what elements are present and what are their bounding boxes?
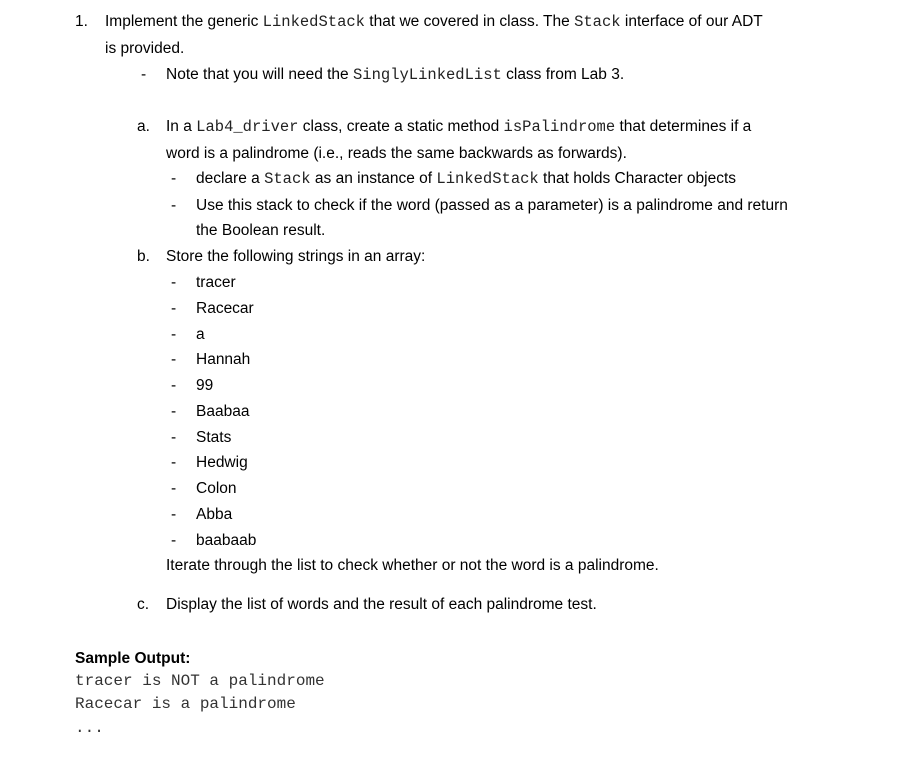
part-a-bullet-2-line-2: the Boolean result. bbox=[196, 222, 326, 239]
bullet-dash: - bbox=[171, 197, 177, 214]
bullet-dash: - bbox=[141, 66, 147, 83]
sample-output-line: tracer is NOT a palindrome bbox=[75, 672, 325, 690]
part-a-line-2: word is a palindrome (i.e., reads the same backwards as forwards). bbox=[166, 145, 627, 162]
bullet-dash: - bbox=[171, 300, 177, 317]
word-item: 99 bbox=[196, 377, 214, 394]
part-b-intro: Store the following strings in an array: bbox=[166, 248, 426, 265]
part-b-after: Iterate through the list to check whether or not the word is a palindrome. bbox=[166, 557, 659, 574]
word-item: Hannah bbox=[196, 351, 251, 368]
part-a-bullet-2-line-1: Use this stack to check if the word (passed as a parameter) is a palindrome and return bbox=[196, 197, 788, 214]
word-item: Stats bbox=[196, 429, 232, 446]
word-item: Hedwig bbox=[196, 454, 248, 471]
bullet-dash: - bbox=[171, 454, 177, 471]
bullet-dash: - bbox=[171, 506, 177, 523]
code-lab4-driver: Lab4_driver bbox=[196, 118, 299, 136]
part-c-text: Display the list of words and the result of each palindrome test. bbox=[166, 596, 597, 613]
bullet-dash: - bbox=[171, 326, 177, 343]
sample-output-line: Racecar is a palindrome bbox=[75, 695, 296, 713]
part-a-text: class, create a static method bbox=[298, 118, 504, 135]
note-line bbox=[166, 65, 624, 85]
sample-output-ellipsis: ... bbox=[75, 719, 104, 737]
bullet-dash: - bbox=[171, 480, 177, 497]
code-stack: Stack bbox=[264, 170, 311, 188]
bullet-dash: - bbox=[171, 532, 177, 549]
bullet-text: as an instance of bbox=[310, 170, 437, 187]
bullet-text: declare a bbox=[196, 170, 265, 187]
part-c-letter: c. bbox=[137, 596, 150, 613]
bullet-text: that holds Character objects bbox=[538, 170, 737, 187]
code-linkedstack: LinkedStack bbox=[262, 13, 365, 31]
word-item: a bbox=[196, 326, 205, 343]
bullet-dash: - bbox=[171, 403, 177, 420]
question-text: Implement the generic bbox=[105, 13, 263, 30]
bullet-dash: - bbox=[171, 377, 177, 394]
bullet-dash: - bbox=[171, 429, 177, 446]
part-a-bullet-1 bbox=[196, 169, 736, 189]
code-stack: Stack bbox=[574, 13, 621, 31]
word-item: Abba bbox=[196, 506, 233, 523]
note-text: Note that you will need the bbox=[166, 66, 353, 83]
code-linkedstack: LinkedStack bbox=[436, 170, 539, 188]
sample-output-heading: Sample Output: bbox=[75, 650, 191, 667]
bullet-dash: - bbox=[171, 351, 177, 368]
bullet-dash: - bbox=[171, 274, 177, 291]
part-a-line-1 bbox=[166, 117, 751, 137]
word-item: Racecar bbox=[196, 300, 254, 317]
question-line-2: is provided. bbox=[105, 40, 185, 57]
word-item: baabaab bbox=[196, 532, 257, 549]
code-ispalindrome: isPalindrome bbox=[503, 118, 616, 136]
question-text: interface of our ADT bbox=[620, 13, 763, 30]
word-item: Colon bbox=[196, 480, 237, 497]
part-a-letter: a. bbox=[137, 118, 150, 135]
part-a-text: In a bbox=[166, 118, 197, 135]
part-b-letter: b. bbox=[137, 248, 150, 265]
word-item: Baabaa bbox=[196, 403, 250, 420]
question-number: 1. bbox=[75, 13, 88, 30]
code-singlylinkedlist: SinglyLinkedList bbox=[352, 66, 502, 84]
question-line-1 bbox=[105, 12, 763, 32]
note-text: class from Lab 3. bbox=[501, 66, 625, 83]
part-a-text: that determines if a bbox=[615, 118, 752, 135]
bullet-dash: - bbox=[171, 170, 177, 187]
question-text: that we covered in class. The bbox=[365, 13, 575, 30]
word-item: tracer bbox=[196, 274, 236, 291]
